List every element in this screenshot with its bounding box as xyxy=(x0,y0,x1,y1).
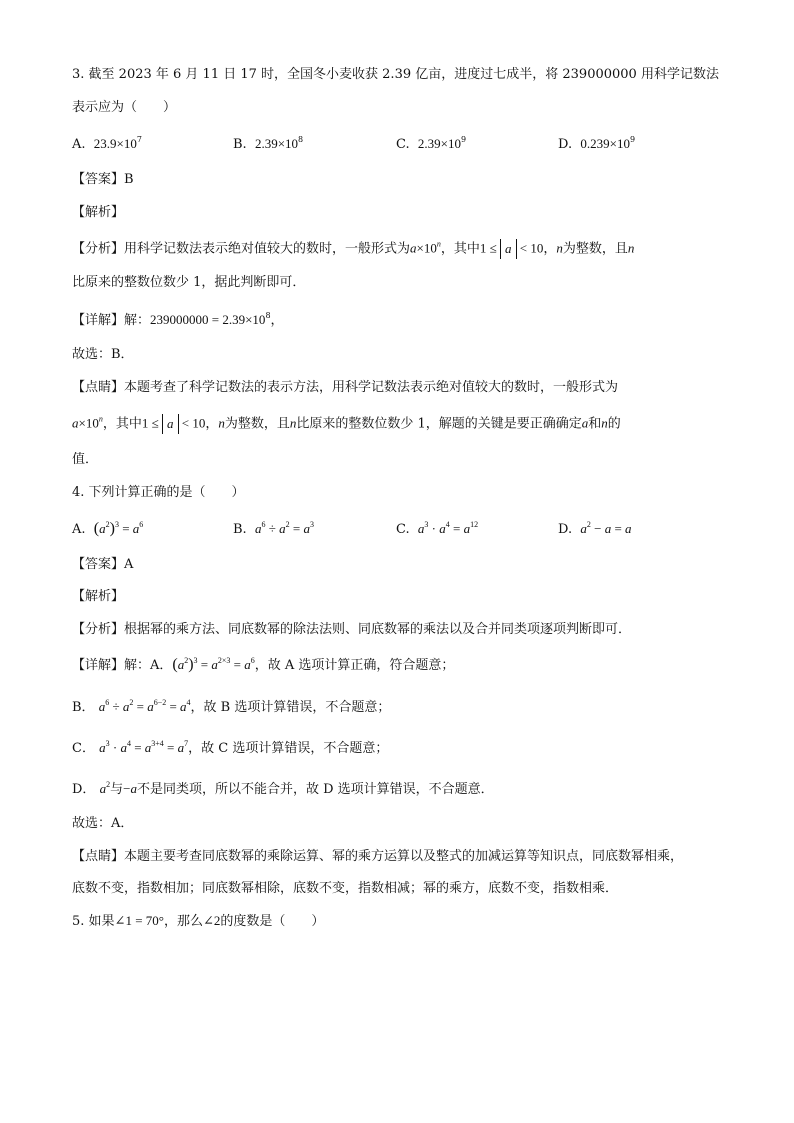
q3-stem-line2: 表示应为（ ） xyxy=(72,100,177,115)
q3-xiangjie: 【详解】解：$239000000 = 2.39\times 10^8$， xyxy=(72,311,284,328)
q3-dianjing-line2: $a\times 10^n$，其中1 ≤ a < 10，n为整数，且n比原来的整数位数少 1，解题的关键是要正确确定a和n的 xyxy=(72,414,621,434)
q4-stem: 4. 下列计算正确的是（ ） xyxy=(72,485,245,500)
q4-detail-b: B． $a^6 \div a^2 = a^{6-2} = a^4$，故 B 选项计算错误，不合题意； xyxy=(72,698,391,715)
q3-guxuan: 故选：B． xyxy=(72,347,134,362)
q3-dianjing-line1: 【点睛】本题考查了科学记数法的表示方法，用科学记数法表示绝对值较大的数时，一般形式为 xyxy=(72,380,619,395)
q4-dianjing-line2: 底数不变，指数相加；同底数幂相除，底数不变，指数相减；幂的乘方，底数不变，指数相乘． xyxy=(72,881,619,896)
q4-fenxi: 【分析】根据幂的乘方法、同底数幂的除法法则、同底数幂的乘法以及合并同类项逐项判断即可． xyxy=(72,622,632,637)
q4-dianjing-line1: 【点睛】本题主要考查同底数幂的乘除运算、幂的乘方运算以及整式的加减运算等知识点，同底数幂相乘， xyxy=(72,849,684,864)
q3-fenxi-line2: 比原来的整数位数少 1，据此判断即可． xyxy=(72,275,306,290)
q3-option-d: D. $0.239\times 10^9$ xyxy=(558,135,636,152)
q4-option-d: D. $a^2 - a = a$ xyxy=(558,520,632,537)
q4-analysis-heading: 【解析】 xyxy=(72,589,125,604)
q3-option-c: C. $2.39\times 10^9$ xyxy=(396,135,467,152)
q3-option-a: A. $23.9\times 10^7$ xyxy=(72,135,142,152)
q4-detail-c: C． $a^3 \cdot a^4 = a^{3+4} = a^7$，故 C 选项计算错误，不合题意； xyxy=(72,739,389,756)
q4-option-c: C. $a^3 \cdot a^4 = a^{12}$ xyxy=(396,520,479,537)
q4-guxuan: 故选：A． xyxy=(72,816,134,831)
q4-option-b: B. $a^6 \div a^2 = a^3$ xyxy=(233,520,314,537)
q3-analysis-heading: 【解析】 xyxy=(72,205,125,220)
q3-dianjing-line3: 值． xyxy=(72,452,99,467)
q3-option-b: B. $2.39\times 10^8$ xyxy=(233,135,304,152)
q4-detail-a: 【详解】解：A．$(a^2)^3 = a^{2\times 3} = a^6$，故 A 选项计算正确，符合题意； xyxy=(72,656,455,673)
q5-stem: 5. 如果∠1 = 70°，那么∠2的度数是（ ） xyxy=(72,913,325,929)
q4-answer: 【答案】A xyxy=(72,557,134,572)
q4-detail-d: D． $a^2$与−a不是同类项，所以不能合并，故 D 选项计算错误，不合题意． xyxy=(72,780,494,797)
q4-option-a: A. $(a^2)^3 = a^6$ xyxy=(72,520,144,537)
q3-fenxi-line1: 【分析】用科学记数法表示绝对值较大的数时，一般形式为$a\times 10^n$，其中1 ≤ a < 10，n为整数，且n xyxy=(72,239,634,259)
q3-stem-line1: 3. 截至 2023 年 6 月 11 日 17 时，全国冬小麦收获 2.39 亿亩，进度过七成半，将 239000000 用科学记数法 xyxy=(72,67,719,82)
q3-answer: 【答案】B xyxy=(72,172,134,187)
